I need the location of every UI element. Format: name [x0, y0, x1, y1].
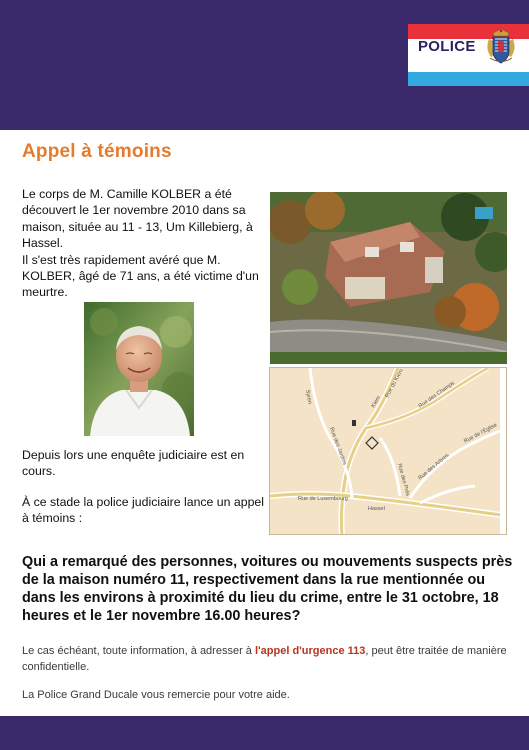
intro-paragraph-2: Il s'est très rapidement avéré que M. KOLBER, âgé de 71 ans, a été victime d'un meurtre. — [22, 252, 259, 300]
info-text-after: , peut être traitée de manière confidentielle. — [22, 645, 507, 673]
location-map — [269, 367, 507, 535]
map-label-rue-de-l-eglise: Rue de l'Église — [463, 422, 499, 445]
map-label-syren: Syren — [304, 389, 313, 405]
map-label-rue-des-arbres: Rue des Arbres — [417, 452, 451, 482]
police-logo — [408, 24, 529, 69]
map-label-kiem: Kiem — [370, 395, 382, 409]
map-label-rue-des-champs: Rue des Champs — [417, 380, 456, 410]
intro-paragraph-1: Le corps de M. Camille KOLBER a été découvert le 1er novembre 2010 dans sa maison, située au 11 - 13, Um Killebierg, à Hassel. — [22, 187, 253, 251]
witness-question: Qui a remarqué des personnes, voitures ou mouvements suspects près de la maison numéro 11, respectivement dans la rue mentionnée ou dans les environs à proximité du lieu du crime, entre le 31 octobre, 18 heures et le 1er novembre 16.00 heures? — [22, 554, 513, 624]
flag-stripe-blue — [408, 72, 529, 86]
map-label-rue-de-luxembourg: Rue de Luxembourg — [298, 496, 348, 502]
police-label: POLICE — [418, 38, 476, 55]
appel-intro-text: À ce stade la police judiciaire lance un appel à témoins : — [22, 495, 264, 526]
map-label-rue-des-jardins: Rue des Jardins — [328, 426, 348, 467]
footer-band — [0, 716, 529, 750]
page-title: Appel à témoins — [22, 141, 172, 162]
info-text-before: Le cas échéant, toute information, à adresser à — [22, 645, 255, 657]
emergency-number: l'appel d'urgence 113 — [254, 645, 366, 657]
victim-photo — [84, 302, 194, 436]
intro-text — [22, 186, 267, 301]
enquete-text: Depuis lors une enquête judiciaire est en cours. — [22, 448, 245, 479]
victim-portrait-illustration — [84, 302, 194, 436]
map-label-hassel: Hassel — [368, 506, 385, 512]
aerial-photo — [270, 192, 507, 364]
street-map-illustration — [270, 368, 507, 535]
map-label-rue-des-pres: Rue des Prés — [396, 462, 411, 497]
aerial-house-illustration — [270, 192, 507, 364]
info-text — [22, 643, 517, 675]
map-label-rue-du-kiem: Rue du Kiem — [384, 368, 405, 399]
grand-ducal-crest-icon — [481, 27, 521, 67]
thanks-text: La Police Grand Ducale vous remercie pour votre aide. — [22, 689, 290, 701]
